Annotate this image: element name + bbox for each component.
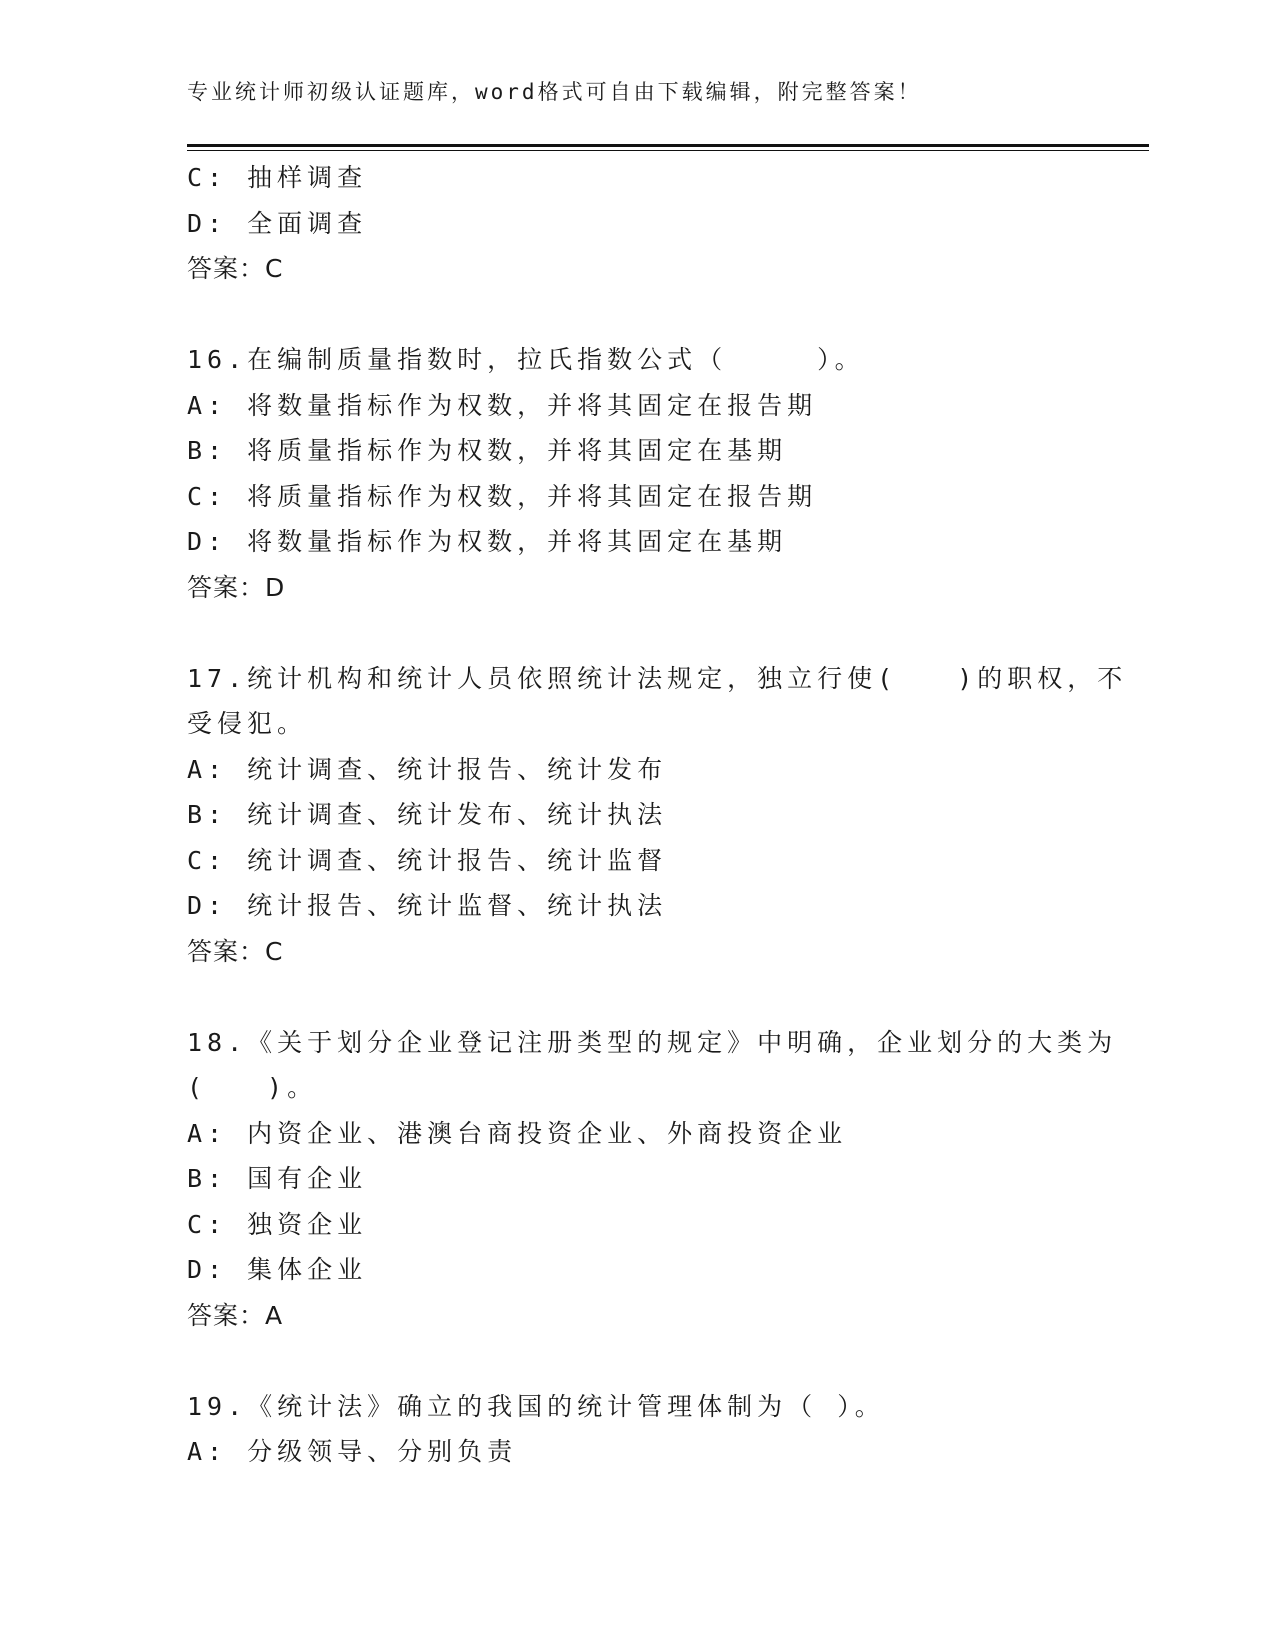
- option-c: C: 将质量指标作为权数，并将其固定在报告期: [187, 481, 818, 511]
- spacer: [187, 1338, 1087, 1384]
- answer-line: 答案：C: [187, 254, 284, 283]
- spacer: [187, 292, 1087, 338]
- question-stem: 19.《统计法》确立的我国的统计管理体制为（ ）。: [187, 1391, 885, 1421]
- option-d: D: 将数量指标作为权数，并将其固定在基期: [187, 527, 788, 556]
- option-a: A: 内资企业、港澳台商投资企业、外商投资企业: [187, 1118, 848, 1148]
- spacer: [187, 974, 1087, 1020]
- question-stem-continued: ( )。: [187, 1073, 318, 1102]
- question-16: [187, 337, 1087, 610]
- option-b: B: 将质量指标作为权数，并将其固定在基期: [187, 436, 788, 465]
- question-18: [187, 1020, 1118, 1339]
- option-a: A: 分级领导、分别负责: [187, 1437, 518, 1466]
- question-19: [187, 1384, 1087, 1475]
- option-b: B: 国有企业: [187, 1164, 368, 1193]
- answer-line: 答案：C: [187, 936, 284, 966]
- question-stem: 18.《关于划分企业登记注册类型的规定》中明确，企业划分的大类为: [187, 1027, 1118, 1057]
- question-list: [187, 155, 1128, 1475]
- spacer: [187, 610, 1087, 656]
- option-a: A: 将数量指标作为权数，并将其固定在报告期: [187, 390, 818, 420]
- option-b: B: 统计调查、统计发布、统计执法: [187, 800, 668, 829]
- question-stem-continued: 受侵犯。: [187, 709, 308, 738]
- answer-line: 答案：A: [187, 1300, 284, 1330]
- header-divider-thick: [187, 144, 1149, 147]
- question-15-tail: [187, 155, 1087, 292]
- header-divider-thin: [187, 150, 1149, 151]
- question-stem: 17.统计机构和统计人员依照统计法规定，独立行使( )的职权，不: [187, 663, 1128, 693]
- question-stem: 16.在编制质量指数时，拉氏指数公式（ ）。: [187, 345, 865, 374]
- answer-line: 答案：D: [187, 572, 286, 602]
- option-d: D: 全面调查: [187, 208, 368, 238]
- option-a: A: 统计调查、统计报告、统计发布: [187, 754, 668, 784]
- option-d: D: 集体企业: [187, 1255, 368, 1284]
- option-c: C: 抽样调查: [187, 163, 368, 192]
- option-c: C: 统计调查、统计报告、统计监督: [187, 845, 668, 875]
- option-c: C: 独资企业: [187, 1209, 368, 1239]
- question-17: [187, 656, 1128, 975]
- page-header: 专业统计师初级认证题库，word格式可自由下载编辑，附完整答案！: [187, 80, 922, 104]
- option-d: D: 统计报告、统计监督、统计执法: [187, 891, 668, 920]
